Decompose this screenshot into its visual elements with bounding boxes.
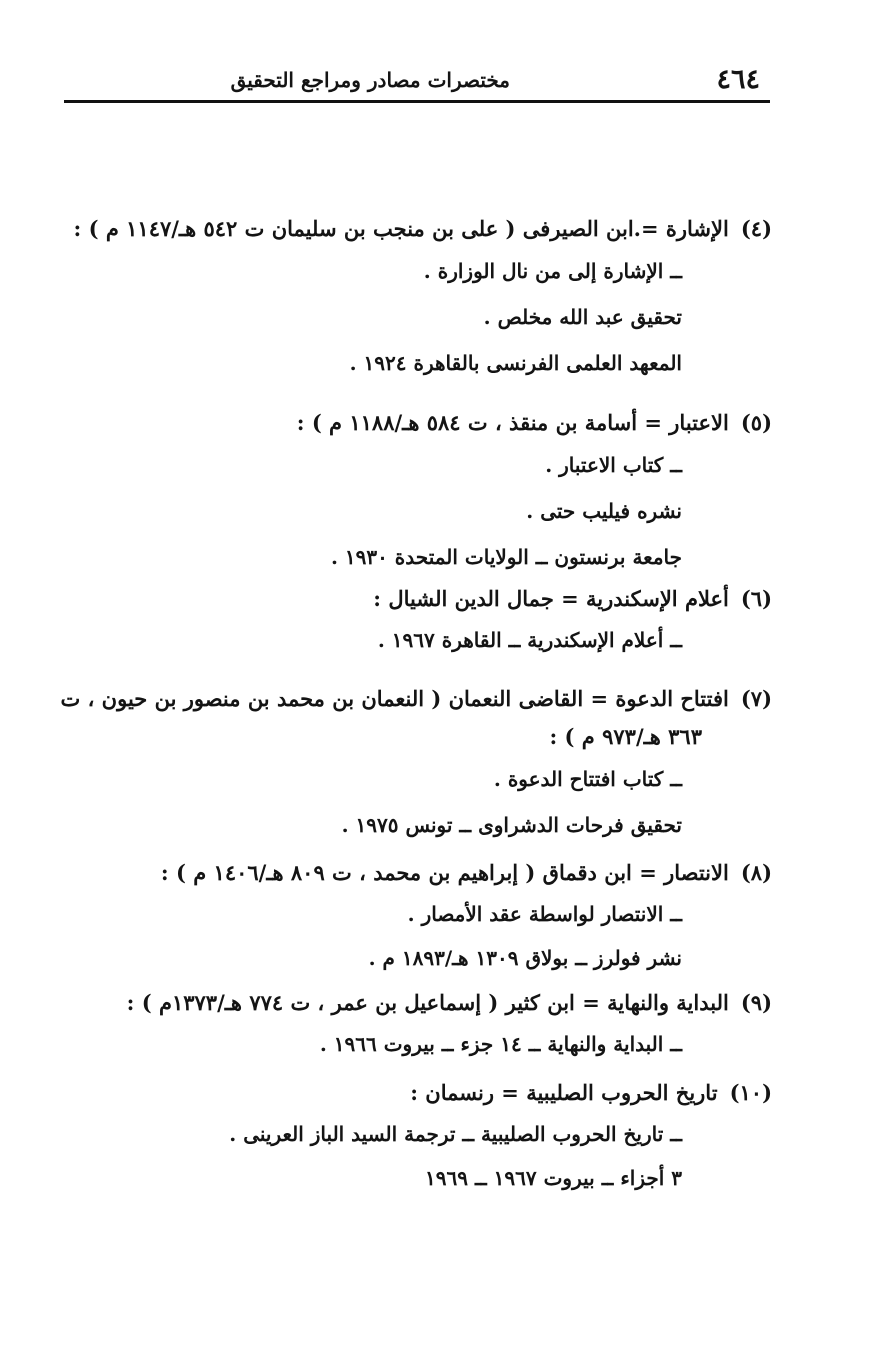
entry-detail-line: ــ أعلام الإسكندرية ــ القاهرة ١٩٦٧ . (377, 628, 682, 652)
entry-detail-line: ــ كتاب افتتاح الدعوة . (493, 767, 682, 791)
entry-number: (٤) (740, 216, 772, 241)
entry-title: الاعتبار = أسامة بن منقذ ، ت ٥٨٤ هـ/١١٨٨ م ) : (296, 410, 729, 435)
entry-title: تاريخ الحروب الصليبية = رنسمان : (410, 1080, 718, 1105)
entry-detail-line: ــ تاريخ الحروب الصليبية ــ ترجمة السيد الباز العرينى . (229, 1122, 682, 1146)
entry-detail-line: نشره فيليب حتى . (526, 499, 682, 523)
entry-title: الإشارة =.ابن الصيرفى ( على بن منجب بن سليمان ت ٥٤٢ هـ/١١٤٧ م ) : (73, 216, 729, 241)
entry-heading (60, 210, 772, 248)
entry-detail-line: ــ الإشارة إلى من نال الوزارة . (423, 259, 682, 283)
bibliography-entry (60, 404, 772, 580)
entry-detail-line: ٣ أجزاء ــ بيروت ١٩٦٧ ــ ١٩٦٩ (425, 1166, 682, 1190)
bibliography-entry (60, 1074, 772, 1200)
entry-title: افتتاح الدعوة = القاضى النعمان ( النعمان بن محمد بن منصور بن حيون ، ت (60, 686, 729, 711)
entry-heading (60, 1074, 772, 1112)
entry-detail-line: تحقيق عبد الله مخلص . (483, 305, 682, 329)
entry-number: (٥) (740, 410, 772, 435)
entry-detail-line: ــ الانتصار لواسطة عقد الأمصار . (407, 902, 682, 926)
running-title: مختصرات مصادر ومراجع التحقيق (230, 68, 510, 92)
entry-title: الانتصار = ابن دقماق ( إبراهيم بن محمد ، ت ٨٠٩ هـ/١٤٠٦ م ) : (160, 860, 729, 885)
entry-number: (٧) (740, 686, 772, 711)
entry-number: (٩) (740, 990, 772, 1015)
entry-number: (١٠) (729, 1080, 772, 1105)
entry-heading-continuation: ٣٦٣ هـ/٩٧٣ م ) : (549, 724, 702, 749)
entry-detail-line: المعهد العلمى الفرنسى بالقاهرة ١٩٢٤ . (349, 351, 682, 375)
entry-detail-line: تحقيق فرحات الدشراوى ــ تونس ١٩٧٥ . (341, 813, 682, 837)
page-number: ٤٦٤ (716, 64, 760, 95)
header-rule (64, 100, 770, 103)
bibliography-list (60, 210, 772, 1200)
bibliography-entry (60, 210, 772, 386)
entry-heading (60, 404, 772, 442)
entry-heading (60, 680, 772, 718)
entry-title: البداية والنهاية = ابن كثير ( إسماعيل بن عمر ، ت ٧٧٤ هـ/١٣٧٣م ) : (126, 990, 729, 1015)
bibliography-entry (60, 984, 772, 1066)
entry-detail-line: ــ البداية والنهاية ــ ١٤ جزء ــ بيروت ١٩٦٦ . (319, 1032, 682, 1056)
entry-detail-line: جامعة برنستون ــ الولايات المتحدة ١٩٣٠ . (330, 545, 682, 569)
bibliography-entry (60, 580, 772, 662)
bibliography-entry (60, 854, 772, 980)
entry-heading (60, 984, 772, 1022)
entry-title: أعلام الإسكندرية = جمال الدين الشيال : (373, 586, 729, 611)
entry-number: (٦) (740, 586, 772, 611)
entry-number: (٨) (740, 860, 772, 885)
entry-detail-line: نشر فولرز ــ بولاق ١٣٠٩ هـ/١٨٩٣ م . (368, 946, 682, 970)
bibliography-entry (60, 680, 772, 848)
entry-heading (60, 580, 772, 618)
entry-detail-line: ــ كتاب الاعتبار . (545, 453, 682, 477)
entry-heading (60, 854, 772, 892)
page-header (64, 58, 770, 98)
